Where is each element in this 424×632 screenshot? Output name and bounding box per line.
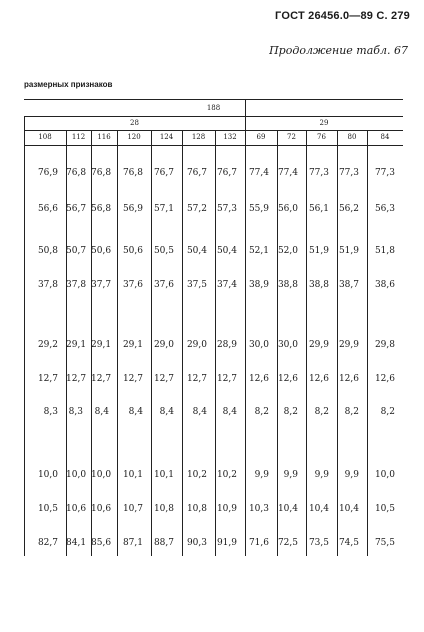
table-cell: 10,5: [37, 504, 58, 514]
section-label: размерных признаков: [24, 80, 113, 89]
table-cell: 29,9: [338, 340, 359, 350]
table-cell: 56,0: [277, 204, 298, 214]
table-cell: 8,4: [94, 407, 109, 417]
table-cell: 37,5: [186, 280, 207, 290]
table-cell: 55,9: [248, 204, 269, 214]
table-cell: 10,0: [37, 470, 58, 480]
table-cell: 10,3: [248, 504, 269, 514]
table-column-header: 112: [71, 133, 86, 141]
table-cell: 50,8: [37, 246, 58, 256]
table-cell: 29,8: [374, 340, 395, 350]
table-column-header: 76: [317, 133, 326, 141]
table-cell: 77,4: [277, 168, 298, 178]
table-cell: 73,5: [308, 538, 329, 548]
table-cell: 76,8: [66, 168, 87, 178]
table-continuation-label: Продолжение табл. 67: [269, 44, 408, 57]
table-cell: 50,5: [153, 246, 174, 256]
table-column-header: 84: [380, 133, 390, 141]
table-cell: 56,8: [91, 204, 112, 214]
column-separator: [24, 116, 25, 556]
table-cell: 75,5: [374, 538, 395, 548]
table-cell: 56,2: [338, 204, 359, 214]
table-cell: 37,8: [66, 280, 87, 290]
table-cell: 38,8: [277, 280, 298, 290]
table-cell: 10,0: [91, 470, 112, 480]
table-cell: 12,7: [153, 374, 174, 384]
table-cell: 8,2: [344, 407, 359, 417]
table-cell: 76,7: [153, 168, 174, 178]
table-column-header: 69: [256, 133, 266, 141]
table-cell: 56,6: [37, 204, 58, 214]
table-cell: 76,8: [122, 168, 143, 178]
table-cell: 74,5: [338, 538, 359, 548]
table-cell: 10,6: [91, 504, 112, 514]
table-cell: 29,1: [122, 340, 143, 350]
table-cell: 8,4: [159, 407, 174, 417]
table-rule: [24, 130, 403, 131]
table-cell: 8,4: [222, 407, 237, 417]
table-cell: 84,1: [66, 538, 87, 548]
table-column-header: 132: [223, 133, 237, 141]
table-cell: 12,7: [91, 374, 112, 384]
table-cell: 37,6: [153, 280, 174, 290]
table-cell: 8,3: [43, 407, 58, 417]
table-cell: 30,0: [248, 340, 269, 350]
table-column-header: 124: [159, 133, 174, 141]
table-cell: 12,6: [308, 374, 329, 384]
table-cell: 57,1: [153, 204, 174, 214]
table-cell: 12,6: [248, 374, 269, 384]
table-cell: 12,7: [122, 374, 143, 384]
table-cell: 50,4: [186, 246, 207, 256]
table-cell: 90,3: [186, 538, 207, 548]
table-cell: 52,0: [277, 246, 298, 256]
table-column-header: 72: [287, 133, 296, 141]
table-rule: [24, 116, 403, 117]
table-cell: 10,4: [308, 504, 329, 514]
table-cell: 10,1: [153, 470, 174, 480]
table-cell: 12,7: [186, 374, 207, 384]
table-top-header: 188: [206, 104, 221, 112]
table-cell: 10,6: [66, 504, 87, 514]
table-cell: 76,7: [216, 168, 237, 178]
table-cell: 10,4: [338, 504, 359, 514]
table-cell: 56,9: [122, 204, 143, 214]
table-cell: 9,9: [254, 470, 269, 480]
table-cell: 37,4: [216, 280, 237, 290]
table-cell: 9,9: [314, 470, 329, 480]
table-cell: 76,8: [91, 168, 112, 178]
table-cell: 8,4: [128, 407, 143, 417]
table-cell: 10,0: [66, 470, 87, 480]
table-cell: 76,9: [37, 168, 58, 178]
table-cell: 8,4: [192, 407, 207, 417]
table-cell: 29,1: [66, 340, 87, 350]
table-cell: 12,6: [374, 374, 395, 384]
table-cell: 9,9: [283, 470, 298, 480]
table-cell: 82,7: [37, 538, 58, 548]
table-cell: 77,3: [308, 168, 329, 178]
column-separator: [245, 116, 246, 556]
table-cell: 76,7: [186, 168, 207, 178]
table-cell: 12,7: [216, 374, 237, 384]
table-rule: [24, 145, 403, 146]
table-cell: 8,2: [380, 407, 395, 417]
table-cell: 10,8: [186, 504, 207, 514]
table-cell: 12,7: [37, 374, 58, 384]
table-column-header: 80: [347, 133, 357, 141]
table-cell: 50,6: [122, 246, 143, 256]
table-cell: 77,4: [248, 168, 269, 178]
table-cell: 56,1: [308, 204, 329, 214]
table-cell: 56,3: [374, 204, 395, 214]
table-cell: 8,2: [283, 407, 298, 417]
table-cell: 10,2: [216, 470, 237, 480]
table-cell: 51,8: [374, 246, 395, 256]
table-cell: 50,7: [66, 246, 87, 256]
table-cell: 38,8: [308, 280, 329, 290]
table-cell: 52,1: [248, 246, 269, 256]
table-cell: 10,5: [374, 504, 395, 514]
table-cell: 29,0: [186, 340, 207, 350]
table-cell: 8,2: [254, 407, 269, 417]
table-cell: 8,2: [314, 407, 329, 417]
table-cell: 87,1: [122, 538, 143, 548]
table-cell: 38,7: [338, 280, 359, 290]
table-cell: 85,6: [91, 538, 112, 548]
table-cell: 29,2: [37, 340, 58, 350]
table-cell: 56,7: [66, 204, 87, 214]
table-cell: 51,9: [338, 246, 359, 256]
table-cell: 38,6: [374, 280, 395, 290]
table-cell: 37,7: [91, 280, 112, 290]
table-cell: 10,7: [122, 504, 143, 514]
table-column-header: 128: [191, 133, 206, 141]
table-cell: 57,3: [216, 204, 237, 214]
table-cell: 50,6: [91, 246, 112, 256]
table-cell: 10,8: [153, 504, 174, 514]
table-cell: 51,9: [308, 246, 329, 256]
table-cell: 10,4: [277, 504, 298, 514]
table-cell: 12,6: [277, 374, 298, 384]
table-cell: 10,9: [216, 504, 237, 514]
table-cell: 88,7: [153, 538, 174, 548]
table-cell: 9,9: [344, 470, 359, 480]
table-cell: 8,3: [68, 407, 83, 417]
table-rule: [24, 99, 403, 100]
table-cell: 30,0: [277, 340, 298, 350]
table-cell: 50,4: [216, 246, 237, 256]
table-cell: 29,9: [308, 340, 329, 350]
table-cell: 77,3: [374, 168, 395, 178]
table-group-header: 28: [130, 119, 139, 127]
table-cell: 37,6: [122, 280, 143, 290]
table-column-header: 108: [38, 133, 52, 141]
table-cell: 57,2: [186, 204, 207, 214]
table-cell: 38,9: [248, 280, 269, 290]
table-cell: 71,6: [248, 538, 269, 548]
table-cell: 72,5: [277, 538, 298, 548]
table-group-header: 29: [319, 119, 329, 127]
table-cell: 29,0: [153, 340, 174, 350]
table-cell: 10,1: [122, 470, 143, 480]
table-cell: 91,9: [216, 538, 237, 548]
table-column-header: 116: [97, 133, 111, 141]
table-cell: 10,0: [374, 470, 395, 480]
table-column-header: 120: [127, 133, 141, 141]
table-cell: 28,9: [216, 340, 237, 350]
page-header: ГОСТ 26456.0—89 С. 279: [275, 10, 410, 22]
table-cell: 12,6: [338, 374, 359, 384]
table-cell: 12,7: [66, 374, 87, 384]
table-cell: 77,3: [338, 168, 359, 178]
table-cell: 10,2: [186, 470, 207, 480]
table-cell: 37,8: [37, 280, 58, 290]
table-cell: 29,1: [91, 340, 112, 350]
